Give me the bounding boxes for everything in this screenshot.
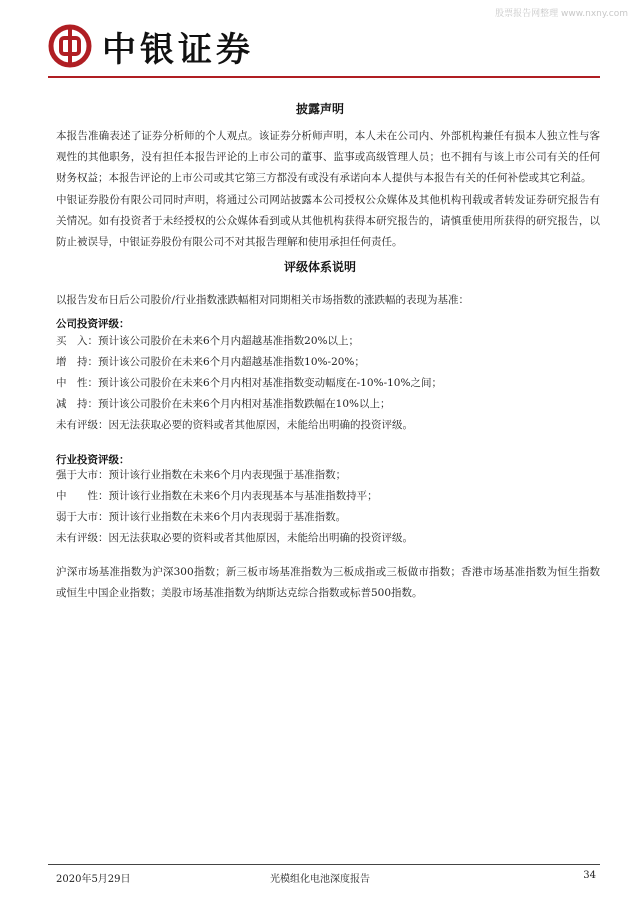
company-rating-title: 公司投资评级： <box>56 318 130 330</box>
rating-system-title: 评级体系说明 <box>283 260 356 274</box>
industry-rating-row: 未有评级：因无法获取必要的资料或者其他原因，未能给出明确的投资评级。 <box>56 532 413 544</box>
industry-rating-title: 行业投资评级： <box>56 454 130 466</box>
company-rating-row: 买 入：预计该公司股价在未来6个月内超越基准指数20%以上； <box>56 335 360 347</box>
watermark: 股票报告网整理 www.nxny.com <box>495 9 628 19</box>
disclosure-title: 披露声明 <box>295 102 344 116</box>
industry-rating-row: 中 性：预计该行业指数在未来6个月内表现基本与基准指数持平； <box>56 490 378 502</box>
company-rating-row: 中 性：预计该公司股价在未来6个月内相对基准指数变动幅度在-10%-10%之间； <box>56 377 442 389</box>
header-divider <box>48 76 600 78</box>
industry-rating-row: 强于大市：预计该行业指数在未来6个月内表现强于基准指数； <box>56 469 347 481</box>
footer-date: 2020年5月29日 <box>56 874 131 885</box>
disclosure-paragraph-1: 本报告准确表述了证券分析师的个人观点。该证券分析师声明，本人未在公司内、外部机构兼任有损本人独立性与客观性的其他职务，没有担任本报告评论的上市公司的董事、监事或高级管理人员；也不拥有与该上市公司有关的任何财务权益；本报告评论的上市公司或其它第三方都没有或没有承诺向本人提供与本报告有关的任何补偿或其它利益。 <box>56 130 600 184</box>
rating-intro: 以报告发布日后公司股价/行业指数涨跌幅相对同期相关市场指数的涨跌幅的表现为基准： <box>56 294 470 306</box>
company-logo <box>48 20 254 72</box>
bank-of-china-logo-icon <box>48 24 92 68</box>
footer-divider <box>48 864 600 865</box>
company-rating-row: 增 持：预计该公司股价在未来6个月内超越基准指数10%-20%； <box>56 356 365 368</box>
benchmark-note: 沪深市场基准指数为沪深300指数；新三板市场基准指数为三板成指或三板做市指数；香港市场基准指数为恒生指数或恒生中国企业指数；美股市场基准指数为纳斯达克综合指数或标普500指数。 <box>56 566 600 599</box>
company-rating-row: 减 持：预计该公司股价在未来6个月内相对基准指数跌幅在10%以上； <box>56 398 391 410</box>
industry-rating-row: 弱于大市：预计该行业指数在未来6个月内表现弱于基准指数。 <box>56 511 347 523</box>
company-rating-row: 未有评级：因无法获取必要的资料或者其他原因，未能给出明确的投资评级。 <box>56 419 413 431</box>
company-name: 中银证券 <box>102 29 254 70</box>
page-number: 34 <box>583 870 596 881</box>
disclosure-paragraph-2: 中银证券股份有限公司同时声明，将通过公司网站披露本公司授权公众媒体及其他机构刊载或者转发证券研究报告有关情况。如有投资者于未经授权的公众媒体看到或从其他机构获得本研究报告的，请慎重使用所获得的研究报告，以防止被误导，中银证券股份有限公司不对其报告理解和使用承担任何责任。 <box>56 194 600 248</box>
footer-report-title: 光模组化电池深度报告 <box>270 874 370 885</box>
